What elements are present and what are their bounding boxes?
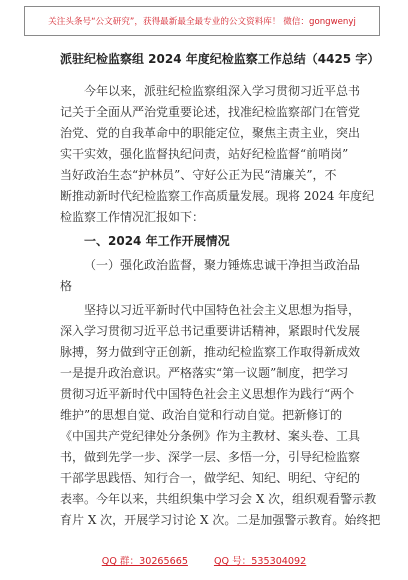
qq-number-link[interactable]: QQ 号：535304092	[213, 556, 307, 567]
body-line: 坚持以习近平新时代中国特色社会主义思想为指导，	[84, 303, 361, 317]
qq-group-link[interactable]: QQ 群：30265665	[101, 556, 188, 567]
promo-banner	[24, 6, 380, 36]
body-line: 实干实效，强化监督执纪问责，站好纪检监督“前哨岗”	[60, 147, 349, 161]
body-line: 书，做到先学一步、深学一层、多悟一分，引导纪检监察	[60, 450, 361, 464]
body-line: 记关于全面从严治党重要论述，找准纪检监察部门在管党	[60, 105, 361, 119]
body-line: 一是提升政治意识。严格落实“第一议题”制度，把学习	[60, 366, 349, 380]
body-line: 维护”的思想自觉、政治自觉和行动自觉。把新修订的	[60, 408, 343, 422]
body-line: 当好政治生态“护林员”、守好公正为民“清廉关”，不	[60, 168, 337, 182]
body-line: 表率。今年以来，共组织集中学习会 X 次，组织观看警示教	[60, 492, 377, 506]
body-line: 脉搏，努力做到守正创新，推动纪检监察工作取得新成效	[60, 345, 361, 359]
body-line: 育片 X 次，开展学习讨论 X 次。二是加强警示教育。始终把	[60, 513, 381, 527]
page-footer	[0, 553, 408, 567]
body-line: 贯彻习近平新时代中国特色社会主义思想作为践行“两个	[60, 387, 355, 401]
promo-banner-text: 关注头条号“公文研究”，获得最新最全最专业的公文资料库！ 微信：gongwenyj	[48, 17, 356, 27]
body-line: 检监察工作情况汇报如下：	[60, 210, 205, 224]
document-title: 派驻纪检监察组 2024 年度纪检监察工作总结（4425 字）	[60, 52, 380, 66]
body-line: 今年以来，派驻纪检监察组深入学习贯彻习近平总书	[84, 84, 361, 98]
section-heading: 一、2024 年工作开展情况	[84, 234, 230, 248]
body-line: 干部学思践悟、知行合一，做学纪、知纪、明纪、守纪的	[60, 471, 361, 485]
subsection-heading: （一）强化政治监督，聚力锤炼忠诚干净担当政治品	[84, 258, 361, 272]
body-line: 断推动新时代纪检监察工作高质量发展。现将 2024 年度纪	[60, 189, 375, 203]
subsection-heading-cont: 格	[60, 279, 73, 293]
body-line: 深入学习贯彻习近平总书记重要讲话精神，紧跟时代发展	[60, 324, 361, 338]
body-line: 治党、党的自我革命中的职能定位，聚焦主责主业，突出	[60, 126, 361, 140]
body-line: 《中国共产党纪律处分条例》作为主教材、案头卷、工具	[60, 429, 361, 443]
